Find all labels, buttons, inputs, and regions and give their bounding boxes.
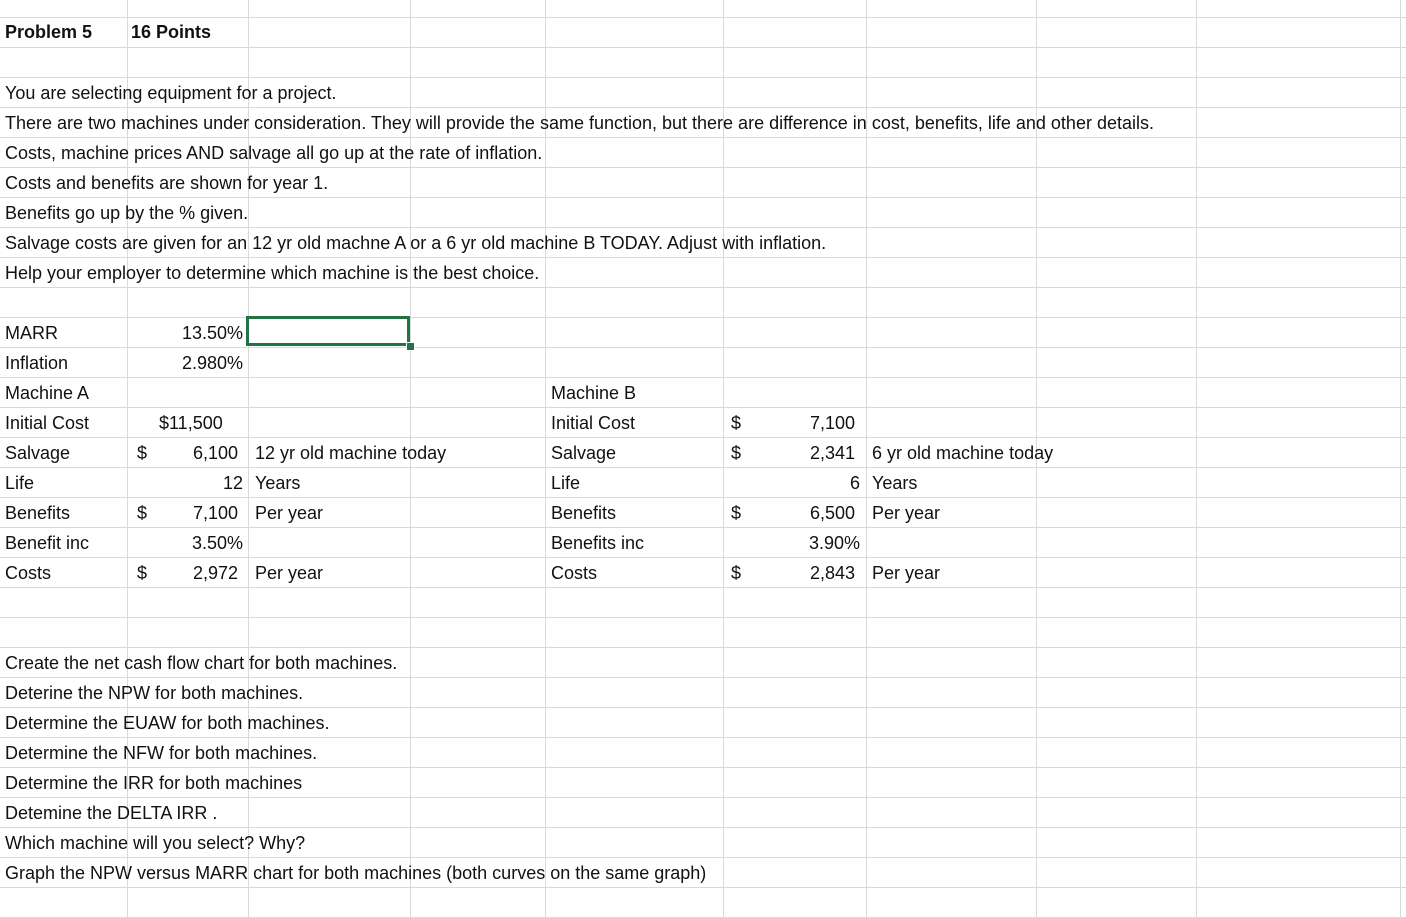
machine-b-benefits-inc[interactable]: 3.90% xyxy=(808,533,860,553)
task-line: Determine the EUAW for both machines. xyxy=(5,713,330,733)
machine-b-life-label: Life xyxy=(551,473,581,493)
intro-line: You are selecting equipment for a project. xyxy=(5,83,337,103)
machine-b-benefits-label: Benefits xyxy=(551,503,617,523)
task-line: Determine the IRR for both machines xyxy=(5,773,303,793)
problem-label: Problem 5 xyxy=(5,22,93,42)
machine-a-initial-cost-label: Initial Cost xyxy=(5,413,90,433)
selected-cell[interactable] xyxy=(246,316,410,346)
machine-b-benefits-unit: Per year xyxy=(872,503,941,523)
marr-value[interactable]: 13.50% xyxy=(181,323,243,343)
intro-line: Costs, machine prices AND salvage all go up at the rate of inflation. xyxy=(5,143,543,163)
machine-a-life-unit: Years xyxy=(255,473,301,493)
machine-a-benefits[interactable]: 7,100 xyxy=(192,503,238,523)
machine-b-costs[interactable]: 2,843 xyxy=(809,563,855,583)
machine-a-benefit-inc-label: Benefit inc xyxy=(5,533,90,553)
currency-symbol: $ xyxy=(731,563,742,583)
task-line: Create the net cash flow chart for both machines. xyxy=(5,653,398,673)
machine-b-initial-cost[interactable]: 7,100 xyxy=(809,413,855,433)
task-line: Determine the NFW for both machines. xyxy=(5,743,318,763)
machine-a-costs[interactable]: 2,972 xyxy=(192,563,238,583)
machine-a-benefit-inc[interactable]: 3.50% xyxy=(191,533,243,553)
machine-a-costs-label: Costs xyxy=(5,563,52,583)
inflation-label: Inflation xyxy=(5,353,69,373)
machine-a-title: Machine A xyxy=(5,383,90,403)
intro-line: There are two machines under consideration. They will provide the same function, but there are difference in cost, benefits, life and other details. xyxy=(5,113,1154,133)
machine-b-title: Machine B xyxy=(551,383,637,403)
machine-b-salvage[interactable]: 2,341 xyxy=(809,443,855,463)
currency-symbol: $ xyxy=(137,563,148,583)
machine-a-life-label: Life xyxy=(5,473,35,493)
currency-symbol: $ xyxy=(731,413,742,433)
machine-a-initial-cost[interactable]: $11,500 xyxy=(159,413,223,433)
intro-line: Salvage costs are given for an 12 yr old machne A or a 6 yr old machine B TODAY. Adjust with inflation. xyxy=(5,233,827,253)
machine-a-benefits-unit: Per year xyxy=(255,503,324,523)
machine-b-initial-cost-label: Initial Cost xyxy=(551,413,636,433)
machine-a-salvage-note: 12 yr old machine today xyxy=(255,443,447,463)
machine-a-salvage[interactable]: 6,100 xyxy=(192,443,238,463)
fill-handle[interactable] xyxy=(406,342,415,351)
machine-b-salvage-label: Salvage xyxy=(551,443,617,463)
machine-b-life[interactable]: 6 xyxy=(849,473,860,493)
task-line: Detemine the DELTA IRR . xyxy=(5,803,218,823)
currency-symbol: $ xyxy=(731,443,742,463)
task-line: Which machine will you select? Why? xyxy=(5,833,306,853)
machine-b-life-unit: Years xyxy=(872,473,918,493)
task-line: Deterine the NPW for both machines. xyxy=(5,683,304,703)
inflation-value[interactable]: 2.980% xyxy=(181,353,243,373)
machine-a-life[interactable]: 12 xyxy=(222,473,243,493)
intro-line: Help your employer to determine which machine is the best choice. xyxy=(5,263,540,283)
intro-line: Benefits go up by the % given. xyxy=(5,203,249,223)
machine-a-salvage-label: Salvage xyxy=(5,443,71,463)
machine-a-costs-unit: Per year xyxy=(255,563,324,583)
currency-symbol: $ xyxy=(137,503,148,523)
machine-b-costs-label: Costs xyxy=(551,563,598,583)
machine-b-benefits[interactable]: 6,500 xyxy=(809,503,855,523)
currency-symbol: $ xyxy=(731,503,742,523)
points-label: 16 Points xyxy=(131,22,212,42)
machine-b-costs-unit: Per year xyxy=(872,563,941,583)
marr-label: MARR xyxy=(5,323,58,343)
machine-b-benefits-inc-label: Benefits inc xyxy=(551,533,645,553)
task-line: Graph the NPW versus MARR chart for both machines (both curves on the same graph) xyxy=(5,863,707,883)
intro-line: Costs and benefits are shown for year 1. xyxy=(5,173,329,193)
currency-symbol: $ xyxy=(137,443,148,463)
machine-b-salvage-note: 6 yr old machine today xyxy=(872,443,1054,463)
machine-a-benefits-label: Benefits xyxy=(5,503,71,523)
